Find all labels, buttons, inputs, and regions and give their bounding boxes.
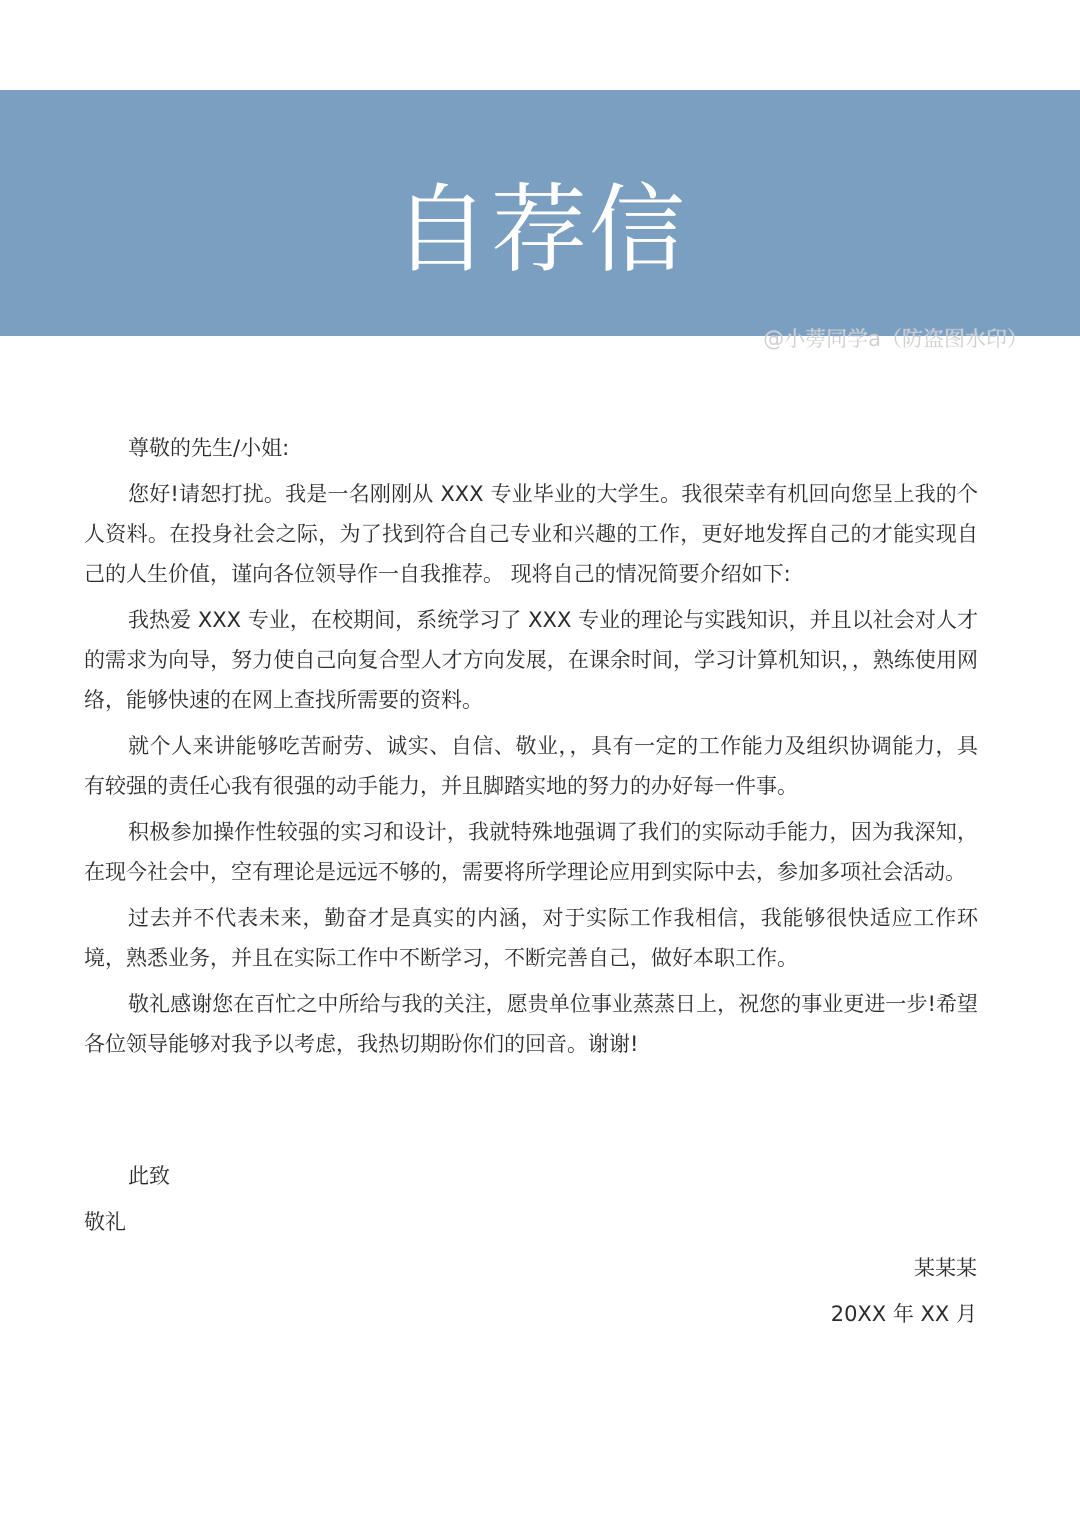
paragraph-5: 过去并不代表未来，勤奋才是真实的内涵，对于实际工作我相信，我能够很快适应工作环境，熟悉业务，并且在实际工作中不断学习，不断完善自己，做好本职工作。 (84, 906, 978, 970)
paragraph-1: 您好!请恕打扰。我是一名刚刚从 XXX 专业毕业的大学生。我很荣幸有机回向您呈上我的个人资料。在投身社会之际，为了找到符合自己专业和兴趣的工作，更好地发挥自己的才能实现自己的人生价值，谨向各位领导作一自我推荐。 现将自己的情况简要介绍如下: (84, 482, 978, 586)
signature-date: 20XX 年 XX 月 (830, 1302, 977, 1326)
salutation: 尊敬的先生/小姐: (128, 436, 290, 460)
paragraph-3: 就个人来讲能够吃苦耐劳、诚实、自信、敬业，，具有一定的工作能力及组织协调能力，具有较强的责任心我有很强的动手能力，并且脚踏实地的努力的办好每一件事。 (84, 734, 978, 798)
watermark-text: @小蒡同学a（防盗图水印） (763, 327, 1028, 351)
signature-name: 某某某 (914, 1256, 977, 1280)
letter-body (84, 428, 978, 1070)
paragraph-2: 我热爱 XXX 专业，在校期间，系统学习了 XXX 专业的理论与实践知识，并且以社会对人才的需求为向导，努力使自己向复合型人才方向发展，在课余时间，学习计算机知识，，熟练使用网络，能够快速的在网上查找所需要的资料。 (84, 608, 978, 712)
paragraph-4: 积极参加操作性较强的实习和设计，我就特殊地强调了我们的实际动手能力，因为我深知，在现今社会中，空有理论是远远不够的，需要将所学理论应用到实际中去，参加多项社会活动。 (84, 820, 978, 884)
closing-line-1: 此致 (128, 1164, 170, 1188)
page-title: 自荐信 (393, 174, 687, 286)
paragraph-6: 敬礼感谢您在百忙之中所给与我的关注，愿贵单位事业蒸蒸日上，祝您的事业更进一步!希望各位领导能够对我予以考虑，我热切期盼你们的回音。谢谢! (84, 992, 978, 1056)
closing-line-2: 敬礼 (84, 1210, 126, 1234)
